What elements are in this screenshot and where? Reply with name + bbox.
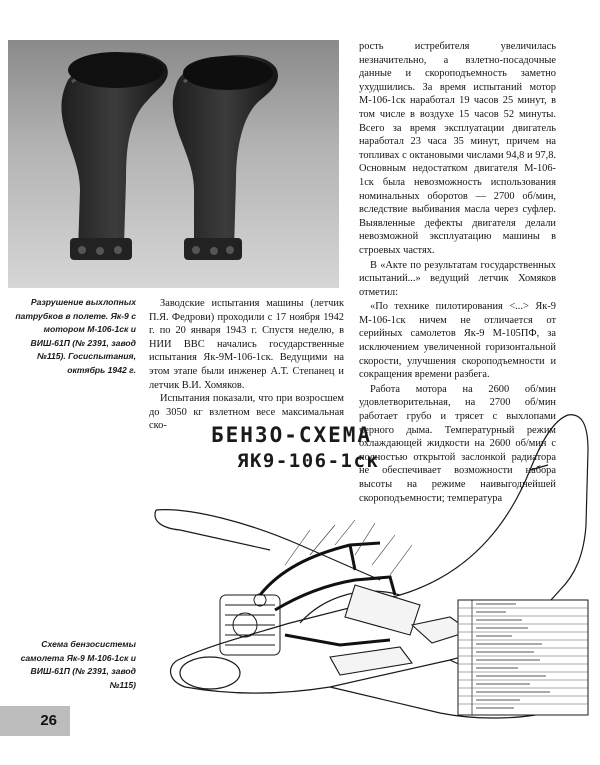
legend-table [458,600,588,715]
engine-detail [220,594,280,655]
scheme-caption: Схема бензосистемы самолета Як-9 М-106-1ск и ВИШ-61П (№ 2391, завод №115) [20,639,136,690]
paragraph: рость истребителя увеличилась незначительно, а взлетно-посадочные данные и скороподъемность заметно ухудшились. За время испытаний мотор М-106-1ск наработал 19 часов 25 минут, в том числе в воздухе 15 часов 52 минуты. Всего за время эксплуатации двигатель наработал 23 часа 35 минут, причем на топливах с октановыми числами 94,8 и 97,8. Основным недостатком двигателя М-106-1ск была невозможность использования номинальных оборотов — 2700 об/мин, вследствие выбивания масла через суфлер. Выявленные дефекты двигателя делали невозможной эксплуатацию машины в строевых частях. [359,41,556,256]
fuel-tanks [330,585,470,675]
scheme-title: БЕНЗО-СХЕМА [211,423,373,447]
page-number: 26 [0,706,70,736]
paragraph: Заводские испытания машины (летчик П.Я. Федрови) проходили с 17 ноября 1942 г. по 20 января 1943 г. Спустя неделю, в НИИ ВВС начались государственные испытания Як-9М-106-1ск. Ведущими на этом этапе были инженер А.Т. Степанец и летчик В.И. Хомяков. [149,298,344,391]
paragraph: Работа мотора на 2600 об/мин удовлетворительная, на 2700 об/мин работает грубо и трясет с выхлопами черного дыма. Температурный режим охлаждающей жидкости на 2600 об/мин с полностью открытой заслонкой радиатора не обеспечивает возможности набора высоты на режиме наивыгоднейшей скороподъемности; температура [359,383,556,504]
scheme-subtitle: ЯК9-106-1ск [237,450,380,472]
photo-caption: Разрушение выхлопных патрубков в полете. Як-9 с мотором М-106-1ск и ВИШ-61П (№ 2391, завод №115). Госиспытания, октябрь 1942 г. [15,297,136,375]
paragraph: «По технике пилотирования <...> Як-9 М-106-1ск ничем не отличается от серийных самолетов Як-9 М-105ПФ, за исключением увеличенной горизонтальной скорости, улучшения скороподъемности и сокращения времени разбега. [359,301,556,381]
paragraph: В «Акте по результатам государственных испытаний...» ведущий летчик Хомяков отметил: [359,259,556,298]
paragraph: Испытания показали, что при возросшем до 3050 кг взлетном весе максимальная ско- [149,393,344,432]
exhaust-stubs-photo [8,40,339,288]
